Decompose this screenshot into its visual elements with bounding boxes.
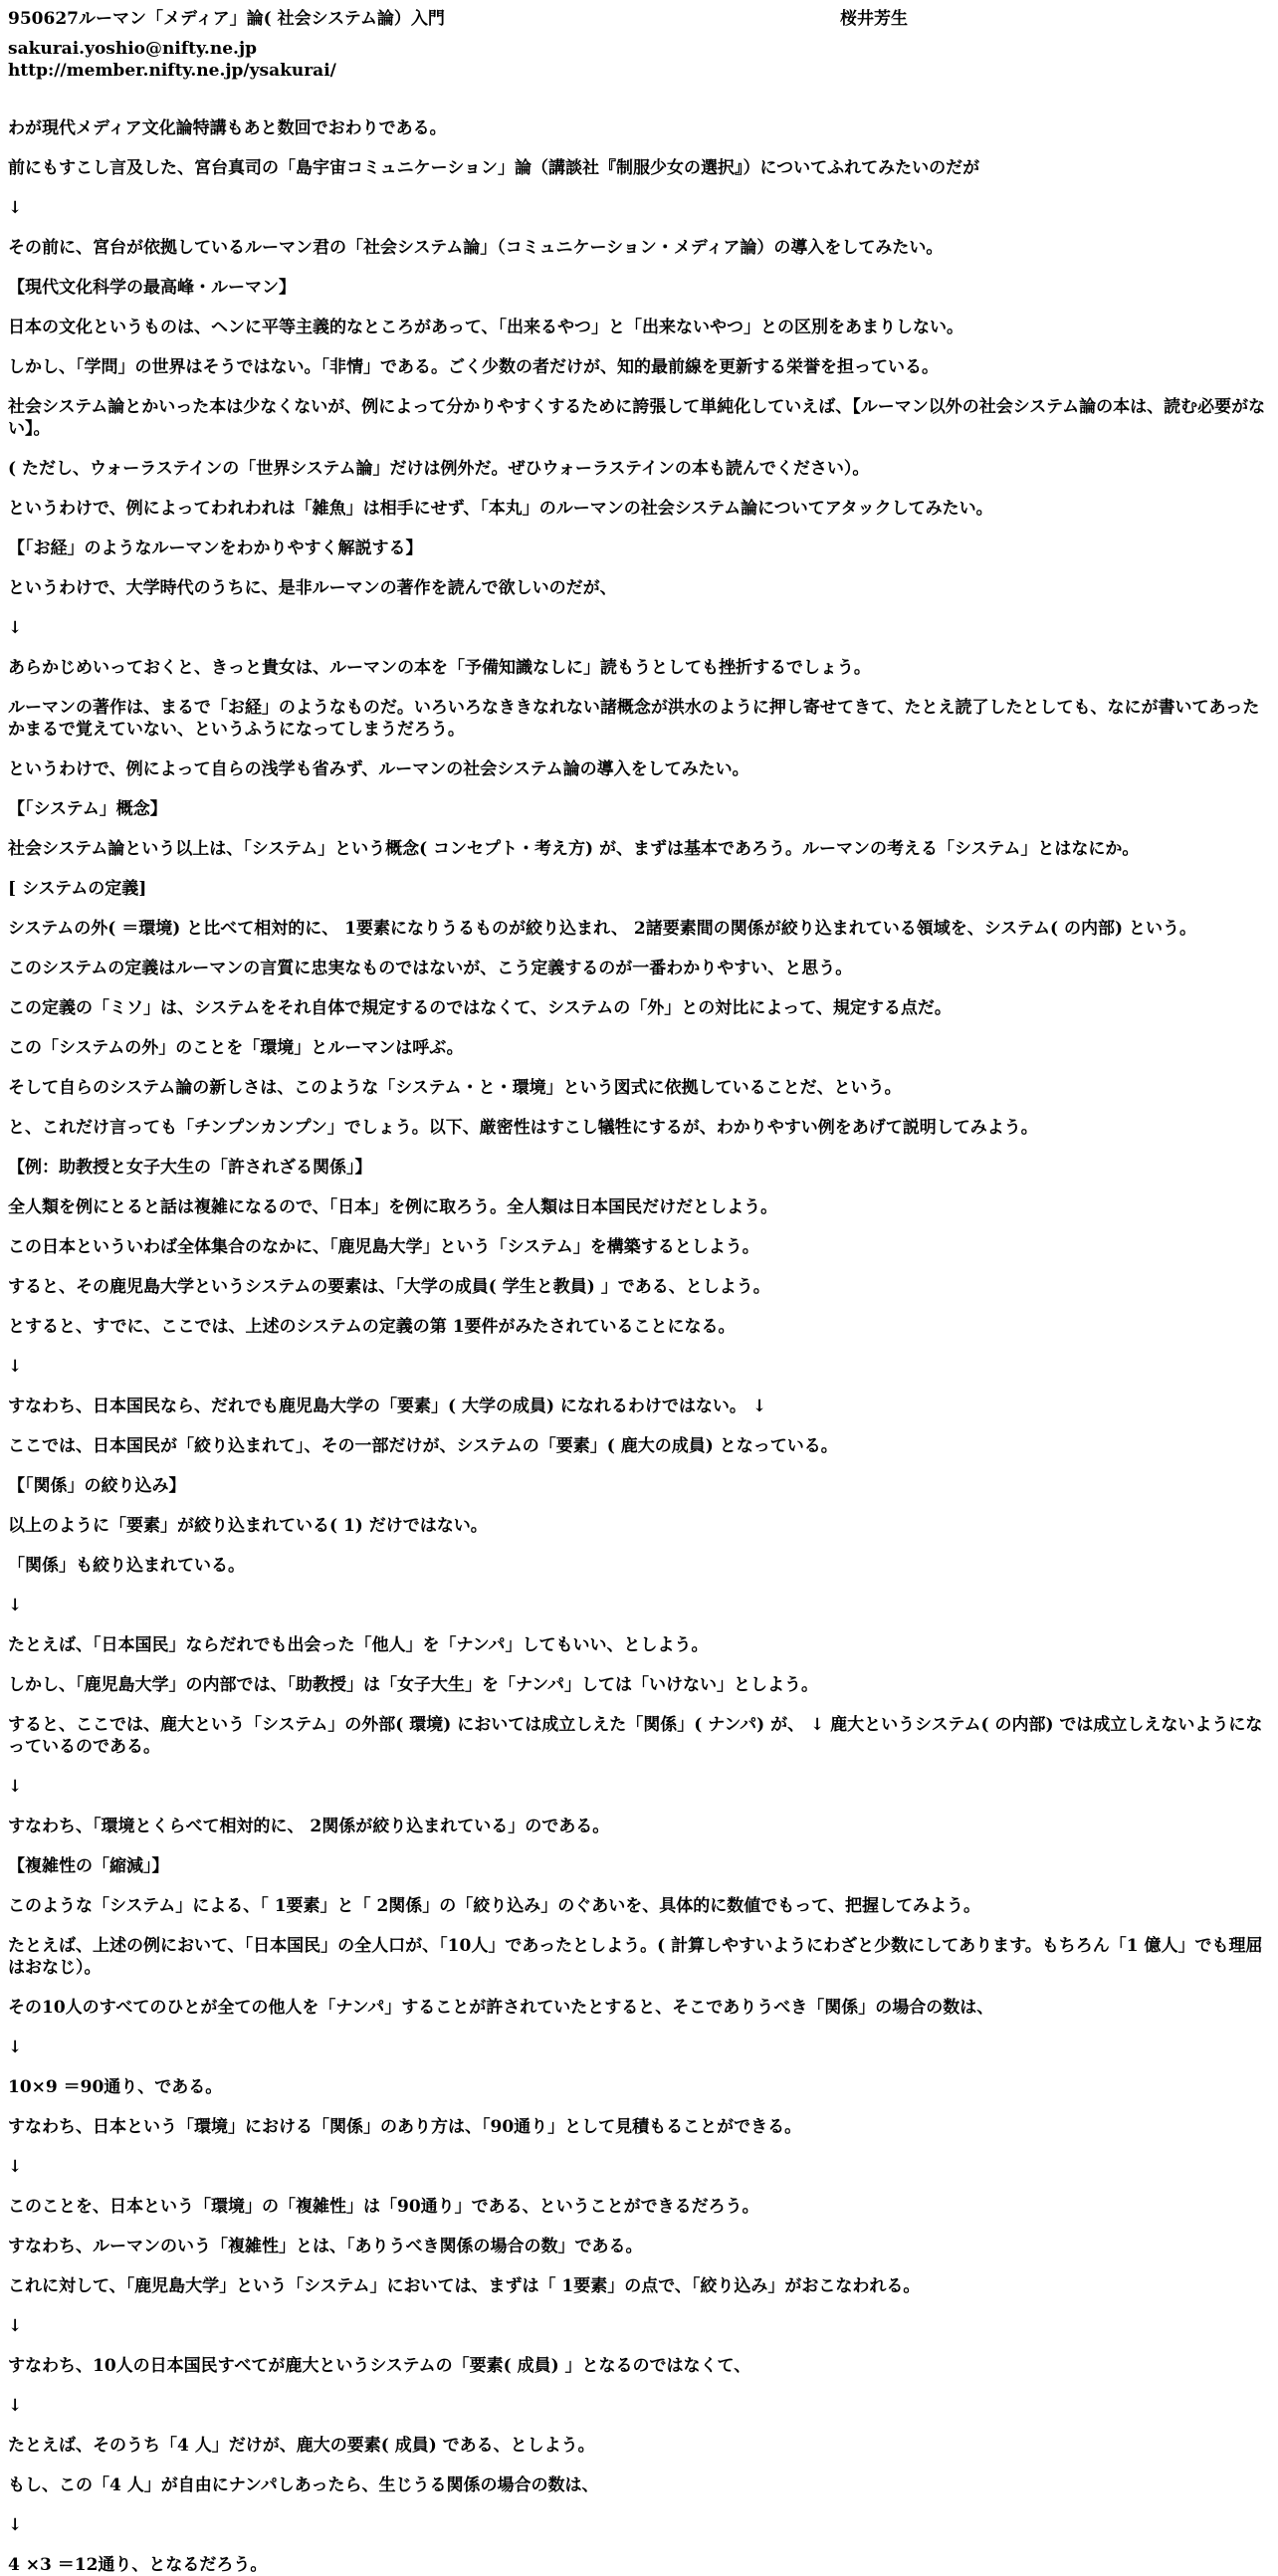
- paragraph: ( ただし、ウォーラステインの「世界システム論」だけは例外だ。ぜひウォーラステインの本も読んでください）。: [8, 459, 870, 479]
- arrow-line: ↓: [8, 2157, 23, 2177]
- paragraph: わが現代メディア文化論特講もあと数回でおわりである。: [8, 118, 447, 138]
- paragraph: 前にもすこし言及した、宮台真司の「島宇宙コミュニケーション」論（講談社『制服少女の選択』）についてふれてみたいのだが: [8, 158, 980, 178]
- paragraph: 【複雑性の「縮減」】: [8, 1856, 169, 1876]
- document-header: [8, 8, 1270, 38]
- paragraph: しかし、「鹿児島大学」の内部では、「助教授」は「女子大生」を「ナンパ」しては「いけない」としよう。: [8, 1675, 818, 1695]
- author-name: 桜井芳生: [840, 9, 908, 29]
- arrow-line: ↓: [8, 2316, 23, 2336]
- paragraph: 【「システム」概念】: [8, 799, 167, 819]
- paragraph: たとえば、「日本国民」ならだれでも出会った「他人」を「ナンパ」してもいい、としよう。: [8, 1635, 709, 1655]
- paragraph: と、これだけ言っても「チンプンカンプン」でしょう。以下、厳密性はすこし犠牲にするが、わかりやすい例をあげて説明してみよう。: [8, 1118, 1038, 1138]
- paragraph: ルーマンの著作は、まるで「お経」のようなものだ。いろいろなききなれない諸概念が洪水のように押し寄せてきて、たとえ読了したとしても、なにが書いてあったかまるで覚えていない、というふうになってしまうだろう。: [8, 698, 1260, 740]
- arrow-line: ↓: [8, 618, 23, 638]
- arrow-line: ↓: [8, 2396, 23, 2416]
- paragraph: このシステムの定義はルーマンの言質に忠実なものではないが、こう定義するのが一番わかりやすい、と思う。: [8, 959, 853, 978]
- paragraph: すなわち、日本国民なら、だれでも鹿児島大学の「要素」( 大学の成員) になれるわけではない。 ↓: [8, 1396, 767, 1416]
- body-text: [8, 117, 1270, 2576]
- paragraph: というわけで、大学時代のうちに、是非ルーマンの著作を読んで欲しいのだが、: [8, 578, 617, 598]
- paragraph: すなわち、「環境とくらべて相対的に、 2関係が絞り込まれている」のである。: [8, 1817, 610, 1836]
- paragraph: [ システムの定義]: [8, 879, 147, 899]
- paragraph: その前に、宮台が依拠しているルーマン君の「社会システム論」（コミュニケーション・メディア論）の導入をしてみたい。: [8, 238, 944, 258]
- paragraph: この日本といういわば全体集合のなかに、「鹿児島大学」という「システム」を構築するとしよう。: [8, 1237, 759, 1257]
- paragraph: とすると、すでに、ここでは、上述のシステムの定義の第 1要件がみたされていることになる。: [8, 1317, 736, 1337]
- paragraph: 社会システム論という以上は、「システム」という概念( コンセプト・考え方) が、まずは基本であろう。ルーマンの考える「システム」とはなにか。: [8, 839, 1140, 859]
- paragraph: すると、ここでは、鹿大という「システム」の外部( 環境) においては成立しえた「関係」( ナンパ) が、 ↓ 鹿大というシステム( の内部) では成立しえないようになっているのである。: [8, 1715, 1263, 1757]
- paragraph: すなわち、10人の日本国民すべてが鹿大というシステムの「要素( 成員) 」となるのではなくて、: [8, 2356, 751, 2376]
- homepage-link[interactable]: http://member.nifty.ne.jp/ysakurai/: [8, 61, 336, 81]
- paragraph: しかし、「学問」の世界はそうではない。「非情」である。ごく少数の者だけが、知的最前線を更新する栄誉を担っている。: [8, 357, 939, 377]
- paragraph: このことを、日本という「環境」の「複雑性」は「90通り」である、ということができるだろう。: [8, 2197, 759, 2217]
- arrow-line: ↓: [8, 2038, 23, 2057]
- email-link[interactable]: sakurai.yoshio@nifty.ne.jp: [8, 39, 257, 59]
- paragraph: すると、その鹿児島大学というシステムの要素は、「大学の成員( 学生と教員) 」である、としよう。: [8, 1277, 770, 1297]
- paragraph: 【現代文化科学の最高峰・ルーマン】: [8, 278, 296, 298]
- paragraph: 【「お経」のようなルーマンをわかりやすく解説する】: [8, 538, 423, 558]
- paragraph: 【「関係」の絞り込み】: [8, 1476, 186, 1496]
- paragraph: システムの外( ＝環境) と比べて相対的に、 1要素になりうるものが絞り込まれ、 2諸要素間の関係が絞り込まれている領域を、システム( の内部) という。: [8, 919, 1196, 939]
- paragraph: これに対して、「鹿児島大学」という「システム」においては、まずは「 1要素」の点で、「絞り込み」がおこなわれる。: [8, 2276, 921, 2296]
- spacer: [8, 82, 1270, 117]
- arrow-line: ↓: [8, 1596, 23, 1615]
- paragraph: すなわち、日本という「環境」における「関係」のあり方は、「90通り」として見積もることができる。: [8, 2117, 802, 2137]
- paragraph: この定義の「ミソ」は、システムをそれ自体で規定するのではなくて、システムの「外」との対比によって、規定する点だ。: [8, 998, 952, 1018]
- paragraph: その10人のすべてのひとが全ての他人を「ナンパ」することが許されていたとすると、そこでありうべき「関係」の場合の数は、: [8, 1998, 994, 2018]
- arrow-line: ↓: [8, 1357, 23, 1377]
- paragraph: 「関係」も絞り込まれている。: [8, 1556, 245, 1576]
- paragraph: 【例：助教授と女子大生の「許されざる関係」】: [8, 1158, 372, 1178]
- paragraph: というわけで、例によって自らの浅学も省みず、ルーマンの社会システム論の導入をしてみたい。: [8, 759, 749, 779]
- paragraph: あらかじめいっておくと、きっと貴女は、ルーマンの本を「予備知識なしに」読もうとしても挫折するでしょう。: [8, 658, 871, 678]
- arrow-line: ↓: [8, 2515, 23, 2535]
- paragraph: 日本の文化というものは、ヘンに平等主義的なところがあって、「出来るやつ」と「出来ないやつ」との区別をあまりしない。: [8, 318, 963, 337]
- paragraph: このような「システム」による、「 1要素」と「 2関係」の「絞り込み」のぐあいを、具体的に数値でもって、把握してみよう。: [8, 1896, 980, 1916]
- contact-block: [8, 38, 1270, 82]
- paragraph: もし、この「4 人」が自由にナンパしあったら、生じうる関係の場合の数は、: [8, 2475, 599, 2495]
- paragraph: 10×9 ＝90通り、である。: [8, 2077, 223, 2097]
- paragraph: たとえば、上述の例において、「日本国民」の全人口が、「10人」であったとしよう。( 計算しやすいようにわざと少数にしてあります。もちろん「1 億人」でも理屈はおなじ）。: [8, 1936, 1263, 1978]
- paragraph: そして自らのシステム論の新しさは、このような「システム・と・環境」という図式に依拠していることだ、という。: [8, 1078, 902, 1098]
- paragraph: 社会システム論とかいった本は少なくないが、例によって分かりやすくするために誇張して単純化していえば、【ルーマン以外の社会システム論の本は、読む必要がない】。: [8, 397, 1266, 439]
- arrow-line: ↓: [8, 198, 23, 218]
- paragraph: たとえば、そのうち「4 人」だけが、鹿大の要素( 成員) である、としよう。: [8, 2436, 595, 2456]
- paragraph: この「システムの外」のことを「環境」とルーマンは呼ぶ。: [8, 1038, 464, 1058]
- paragraph: 4 ×3 ＝12通り、となるだろう。: [8, 2555, 268, 2575]
- paragraph: ここでは、日本国民が「絞り込まれて」、その一部だけが、システムの「要素」( 鹿大の成員) となっている。: [8, 1436, 838, 1456]
- paragraph: というわけで、例によってわれわれは「雑魚」は相手にせず、「本丸」のルーマンの社会システム論についてアタックしてみたい。: [8, 499, 993, 519]
- paragraph: 以上のように「要素」が絞り込まれている( 1) だけではない。: [8, 1516, 488, 1536]
- document-title: 950627ルーマン「メディア」論( 社会システム論）入門: [8, 9, 445, 29]
- paragraph: すなわち、ルーマンのいう「複雑性」とは、「ありうべき関係の場合の数」である。: [8, 2237, 643, 2256]
- arrow-line: ↓: [8, 1777, 23, 1797]
- paragraph: 全人類を例にとると話は複雑になるので、「日本」を例に取ろう。全人類は日本国民だけだとしよう。: [8, 1197, 778, 1217]
